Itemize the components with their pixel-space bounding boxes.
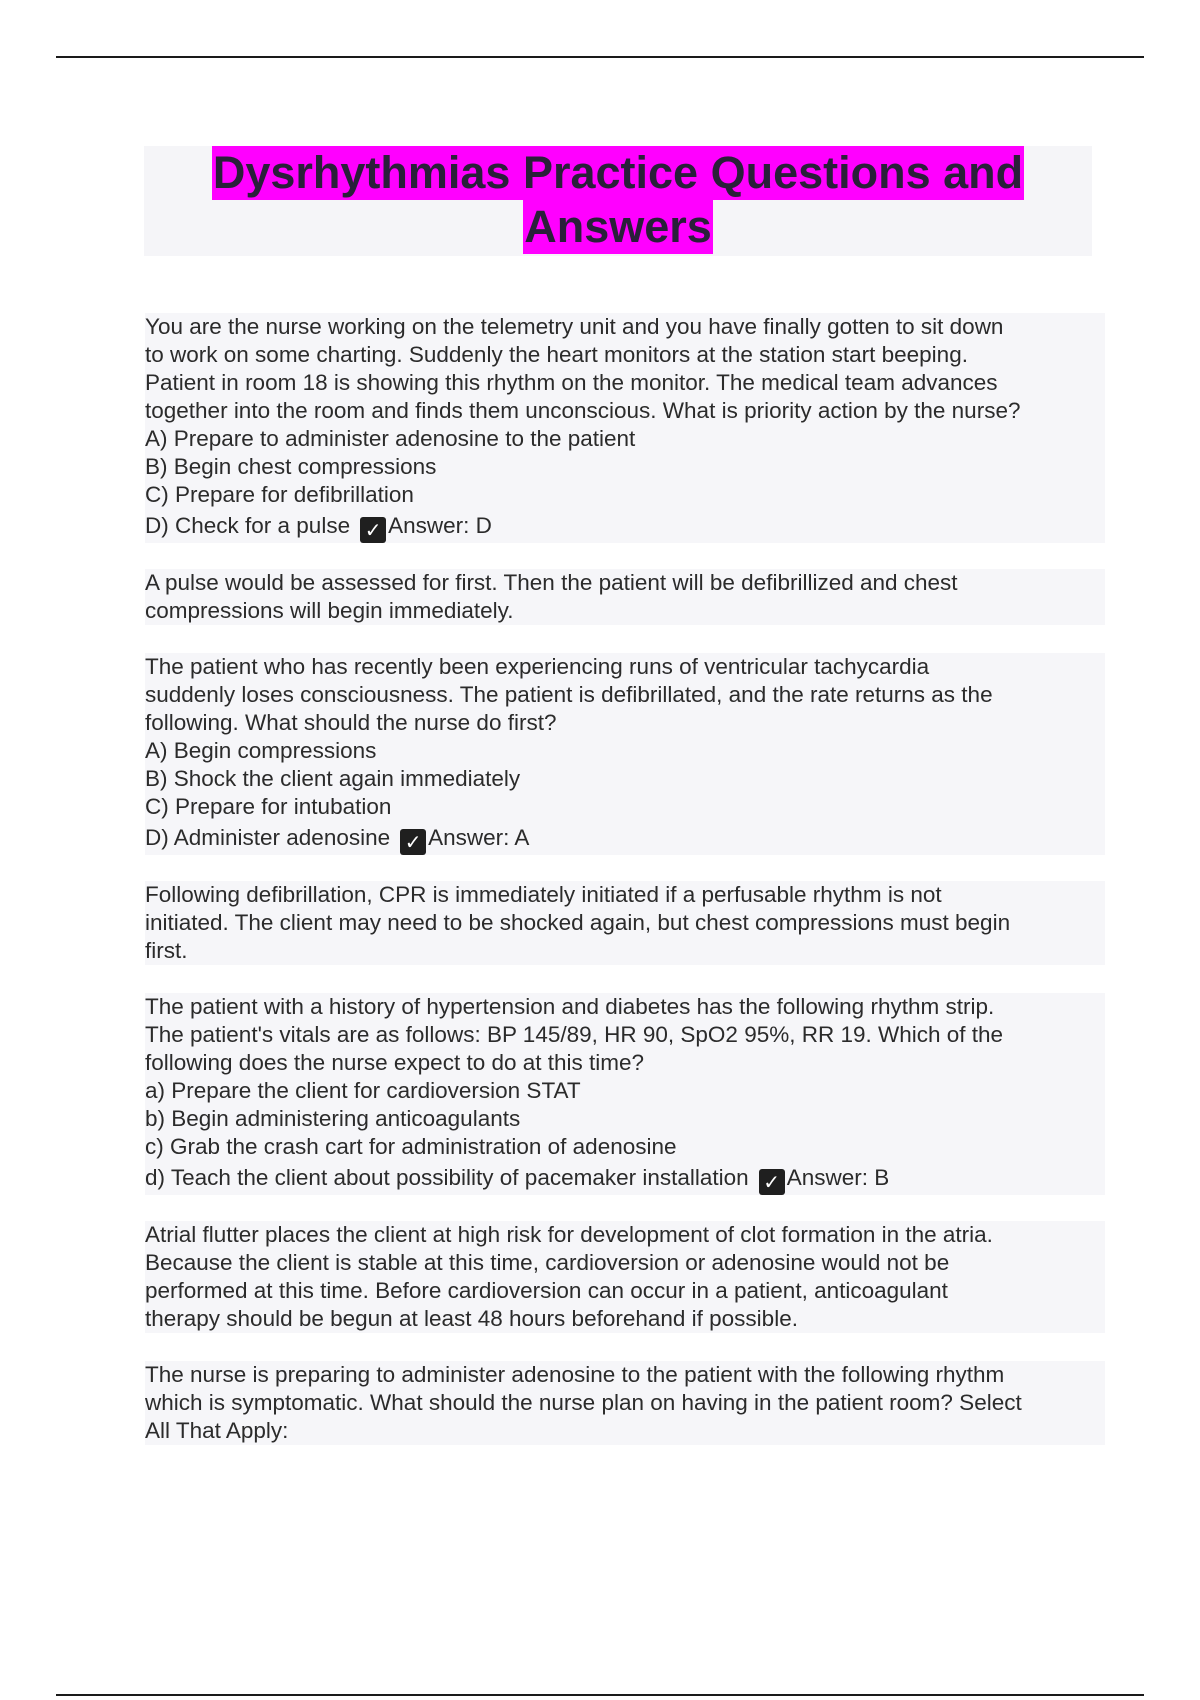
checkmark-icon: ✓	[400, 829, 426, 855]
checkmark-icon: ✓	[360, 517, 386, 543]
answer-option-with-answer	[145, 821, 1105, 855]
answer-option: D) Administer adenosine	[145, 825, 391, 850]
question-stem-line: suddenly loses consciousness. The patient is defibrillated, and the rate returns as the	[145, 682, 993, 707]
question-stem-line: Patient in room 18 is showing this rhythm on the monitor. The medical team advances	[145, 370, 998, 395]
document-body	[145, 313, 1105, 1473]
answer-option: c) Grab the crash cart for administration of adenosine	[145, 1134, 677, 1159]
answer-option: B) Shock the client again immediately	[145, 766, 521, 791]
document-title-box	[144, 146, 1092, 256]
answer-option: d) Teach the client about possibility of pacemaker installation	[145, 1165, 749, 1190]
rationale-line: therapy should be begun at least 48 hours beforehand if possible.	[145, 1306, 798, 1331]
rationale-block	[145, 1221, 1105, 1333]
rationale-line: first.	[145, 938, 188, 963]
rationale-block	[145, 569, 1105, 625]
question-stem-line: All That Apply:	[145, 1418, 289, 1443]
question-stem-line: following does the nurse expect to do at this time?	[145, 1050, 645, 1075]
rationale-line: initiated. The client may need to be shocked again, but chest compressions must begin	[145, 910, 1011, 935]
rationale-line: Because the client is stable at this time, cardioversion or adenosine would not be	[145, 1250, 950, 1275]
question-stem-line: The patient with a history of hypertension and diabetes has the following rhythm strip.	[145, 994, 995, 1019]
question-stem-line: You are the nurse working on the telemetry unit and you have finally gotten to sit down	[145, 314, 1004, 339]
question-stem-line: The nurse is preparing to administer adenosine to the patient with the following rhythm	[145, 1362, 1005, 1387]
question-block	[145, 653, 1105, 855]
document-title-line-1: Dysrhythmias Practice Questions and	[212, 147, 1024, 198]
answer-option: C) Prepare for defibrillation	[145, 482, 414, 507]
question-stem-line: following. What should the nurse do first?	[145, 710, 557, 735]
document-title-line-2: Answers	[524, 201, 712, 252]
rationale-block	[145, 881, 1105, 965]
answer-option-with-answer	[145, 1161, 1105, 1195]
answer-option: A) Prepare to administer adenosine to the patient	[145, 426, 636, 451]
answer-option: C) Prepare for intubation	[145, 794, 392, 819]
answer-option: b) Begin administering anticoagulants	[145, 1106, 521, 1131]
question-stem-line: together into the room and finds them unconscious. What is priority action by the nurse?	[145, 398, 1021, 423]
question-block	[145, 1361, 1105, 1445]
question-stem-line: The patient who has recently been experiencing runs of ventricular tachycardia	[145, 654, 930, 679]
top-rule	[56, 56, 1144, 58]
question-stem-line: The patient's vitals are as follows: BP 145/89, HR 90, SpO2 95%, RR 19. Which of the	[145, 1022, 1004, 1047]
correct-answer: Answer: A	[428, 825, 530, 850]
answer-option: a) Prepare the client for cardioversion STAT	[145, 1078, 581, 1103]
answer-option: A) Begin compressions	[145, 738, 377, 763]
answer-option: B) Begin chest compressions	[145, 454, 437, 479]
correct-answer: Answer: D	[388, 513, 492, 538]
answer-option: D) Check for a pulse	[145, 513, 351, 538]
rationale-line: A pulse would be assessed for first. Then the patient will be defibrillized and chest	[145, 570, 958, 595]
rationale-line: compressions will begin immediately.	[145, 598, 514, 623]
question-block	[145, 993, 1105, 1195]
question-block	[145, 313, 1105, 543]
answer-option-with-answer	[145, 509, 1105, 543]
bottom-rule	[56, 1694, 1144, 1696]
rationale-line: Atrial flutter places the client at high risk for development of clot formation in the atria.	[145, 1222, 993, 1247]
question-stem-line: which is symptomatic. What should the nurse plan on having in the patient room? Select	[145, 1390, 1022, 1415]
correct-answer: Answer: B	[786, 1165, 890, 1190]
rationale-line: performed at this time. Before cardioversion can occur in a patient, anticoagulant	[145, 1278, 948, 1303]
rationale-line: Following defibrillation, CPR is immediately initiated if a perfusable rhythm is not	[145, 882, 942, 907]
question-stem-line: to work on some charting. Suddenly the heart monitors at the station start beeping.	[145, 342, 968, 367]
checkmark-icon: ✓	[759, 1169, 785, 1195]
